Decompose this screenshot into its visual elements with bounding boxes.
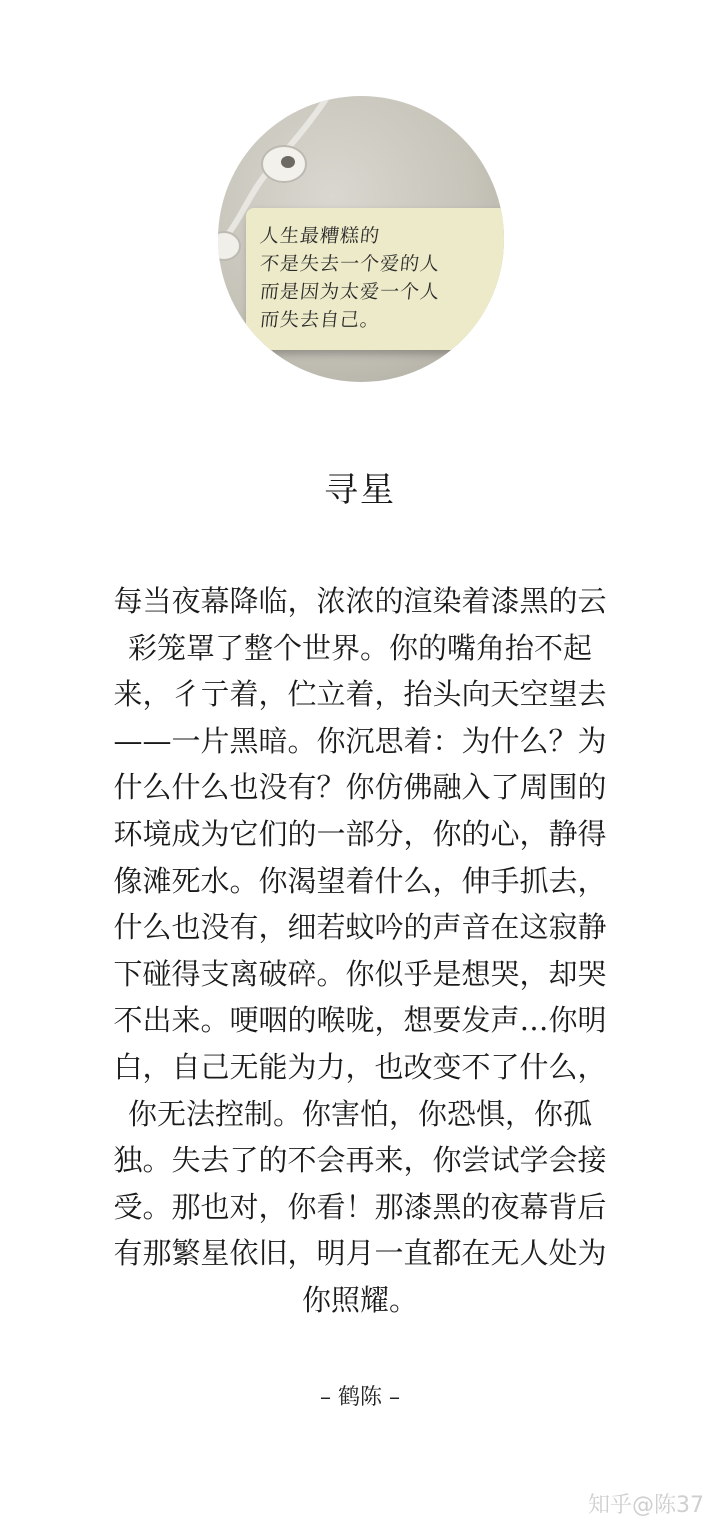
poem-line: 像滩死水。你渴望着什么，伸手抓去， [113,863,607,898]
poem-body [100,578,620,1324]
poem-line: 来，彳亍着，伫立着，抬头向天空望去 [113,677,607,712]
poem-line: 什么也没有，细若蚊吟的声音在这寂静 [113,910,607,945]
poem-line: 白，自己无能为力，也改变不了什么， [113,1049,607,1084]
card-line: 而失去自己。 [258,309,382,331]
poem-line: 每当夜幕降临，浓浓的渲染着漆黑的云 [113,584,607,618]
card-line: 人生最糟糕的 [258,225,382,247]
poem-line: 什么什么也没有？你仿佛融入了周围的 [113,770,607,805]
card-line: 而是因为太爱一个人 [258,281,442,303]
poem-line: ——一片黑暗。你沉思着：为什么？为 [113,723,607,758]
poem-line: 独。失去了的不会再来，你尝试学会接 [113,1143,607,1178]
poem-line: 彩笼罩了整个世界。你的嘴角抬不起 [127,630,592,665]
poem-line: 受。那也对，你看！那漆黑的夜幕背后 [113,1189,607,1224]
cover-photo [218,96,504,382]
author-signature: – 鹤陈 – [320,1385,400,1410]
poem-line: 环境成为它们的一部分，你的心，静得 [113,816,607,851]
watermark: 知乎@陈37 [588,1493,704,1518]
poem-line: 你照耀。 [301,1282,418,1317]
card-line: 不是失去一个爱的人 [258,253,442,275]
poem-line: 下碰得支离破碎。你似乎是想哭，却哭 [113,956,607,991]
poem-line: 不出来。哽咽的喉咙，想要发声…你明 [113,1003,607,1038]
quote-card [246,208,504,350]
poem-line: 你无法控制。你害怕，你恐惧，你孤 [127,1096,592,1131]
poem-title: 寻星 [324,470,396,510]
poem-line: 有那繁星依旧，明月一直都在无人处为 [113,1236,607,1271]
